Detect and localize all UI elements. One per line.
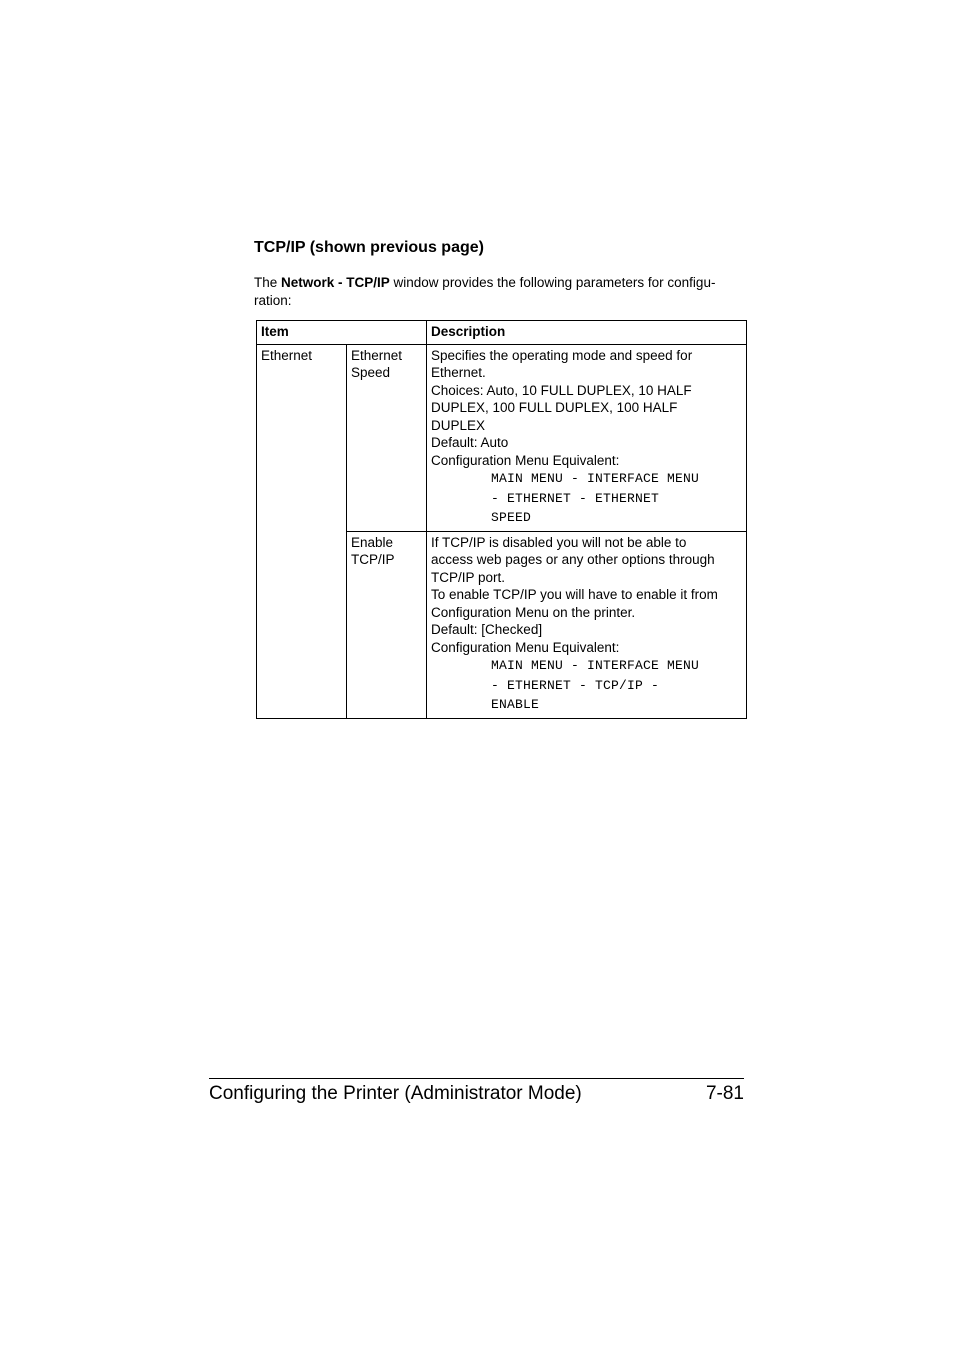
- description-line: Default: Auto: [431, 435, 509, 450]
- sub-item-enable-tcpip: [347, 531, 427, 718]
- description-line: Default: [Checked]: [431, 622, 543, 637]
- intro-paragraph: [254, 274, 746, 309]
- description-line: To enable TCP/IP you will have to enable it from: [431, 587, 718, 602]
- intro-suffix-line2: ration:: [254, 292, 292, 308]
- description-line: Specifies the operating mode and speed for: [431, 347, 693, 363]
- sub-item-line: Ethernet: [351, 347, 403, 363]
- menu-path-line: MAIN MENU - INTERFACE MENU: [491, 658, 700, 673]
- description-enable-tcpip: [427, 531, 747, 718]
- menu-path-line: ENABLE: [491, 697, 540, 712]
- description-line: TCP/IP port.: [431, 569, 506, 585]
- header-description: Description: [427, 321, 747, 345]
- group-label-ethernet: Ethernet: [257, 344, 347, 718]
- description-line: If TCP/IP is disabled you will not be able to: [431, 534, 687, 550]
- description-line: Choices: Auto, 10 FULL DUPLEX, 10 HALF: [431, 382, 692, 398]
- description-line: Configuration Menu Equivalent:: [431, 452, 620, 468]
- sub-item-ethernet-speed: [347, 344, 427, 531]
- footer-chapter-title: Configuring the Printer (Administrator Mode): [209, 1083, 582, 1104]
- menu-path-line: SPEED: [491, 510, 532, 525]
- sub-item-line: Enable: [351, 534, 394, 550]
- description-line: access web pages or any other options through: [431, 552, 715, 567]
- sub-item-line: Speed: [351, 365, 391, 380]
- header-item: Item: [257, 321, 427, 345]
- sub-item-line: TCP/IP: [351, 552, 395, 567]
- menu-path-line: - ETHERNET - TCP/IP -: [491, 677, 660, 693]
- description-line: Configuration Menu on the printer.: [431, 604, 636, 620]
- intro-prefix: The: [254, 275, 282, 290]
- footer-divider: [209, 1078, 744, 1079]
- menu-path-line: MAIN MENU - INTERFACE MENU: [491, 471, 700, 486]
- description-ethernet-speed: [427, 344, 747, 531]
- intro-suffix-line1: window provides the following parameters for configu-: [389, 275, 716, 290]
- parameters-table: [256, 320, 747, 719]
- description-line: DUPLEX, 100 FULL DUPLEX, 100 HALF: [431, 400, 678, 415]
- section-heading: TCP/IP (shown previous page): [254, 239, 484, 256]
- description-line: Configuration Menu Equivalent:: [431, 639, 620, 655]
- table-row: [257, 344, 747, 531]
- description-line: DUPLEX: [431, 417, 486, 433]
- menu-path-line: - ETHERNET - ETHERNET: [491, 490, 660, 506]
- footer-page-number: 7-81: [705, 1083, 744, 1104]
- table-header-row: [257, 321, 747, 345]
- description-line: Ethernet.: [431, 365, 486, 380]
- intro-window-name: Network - TCP/IP: [281, 275, 390, 290]
